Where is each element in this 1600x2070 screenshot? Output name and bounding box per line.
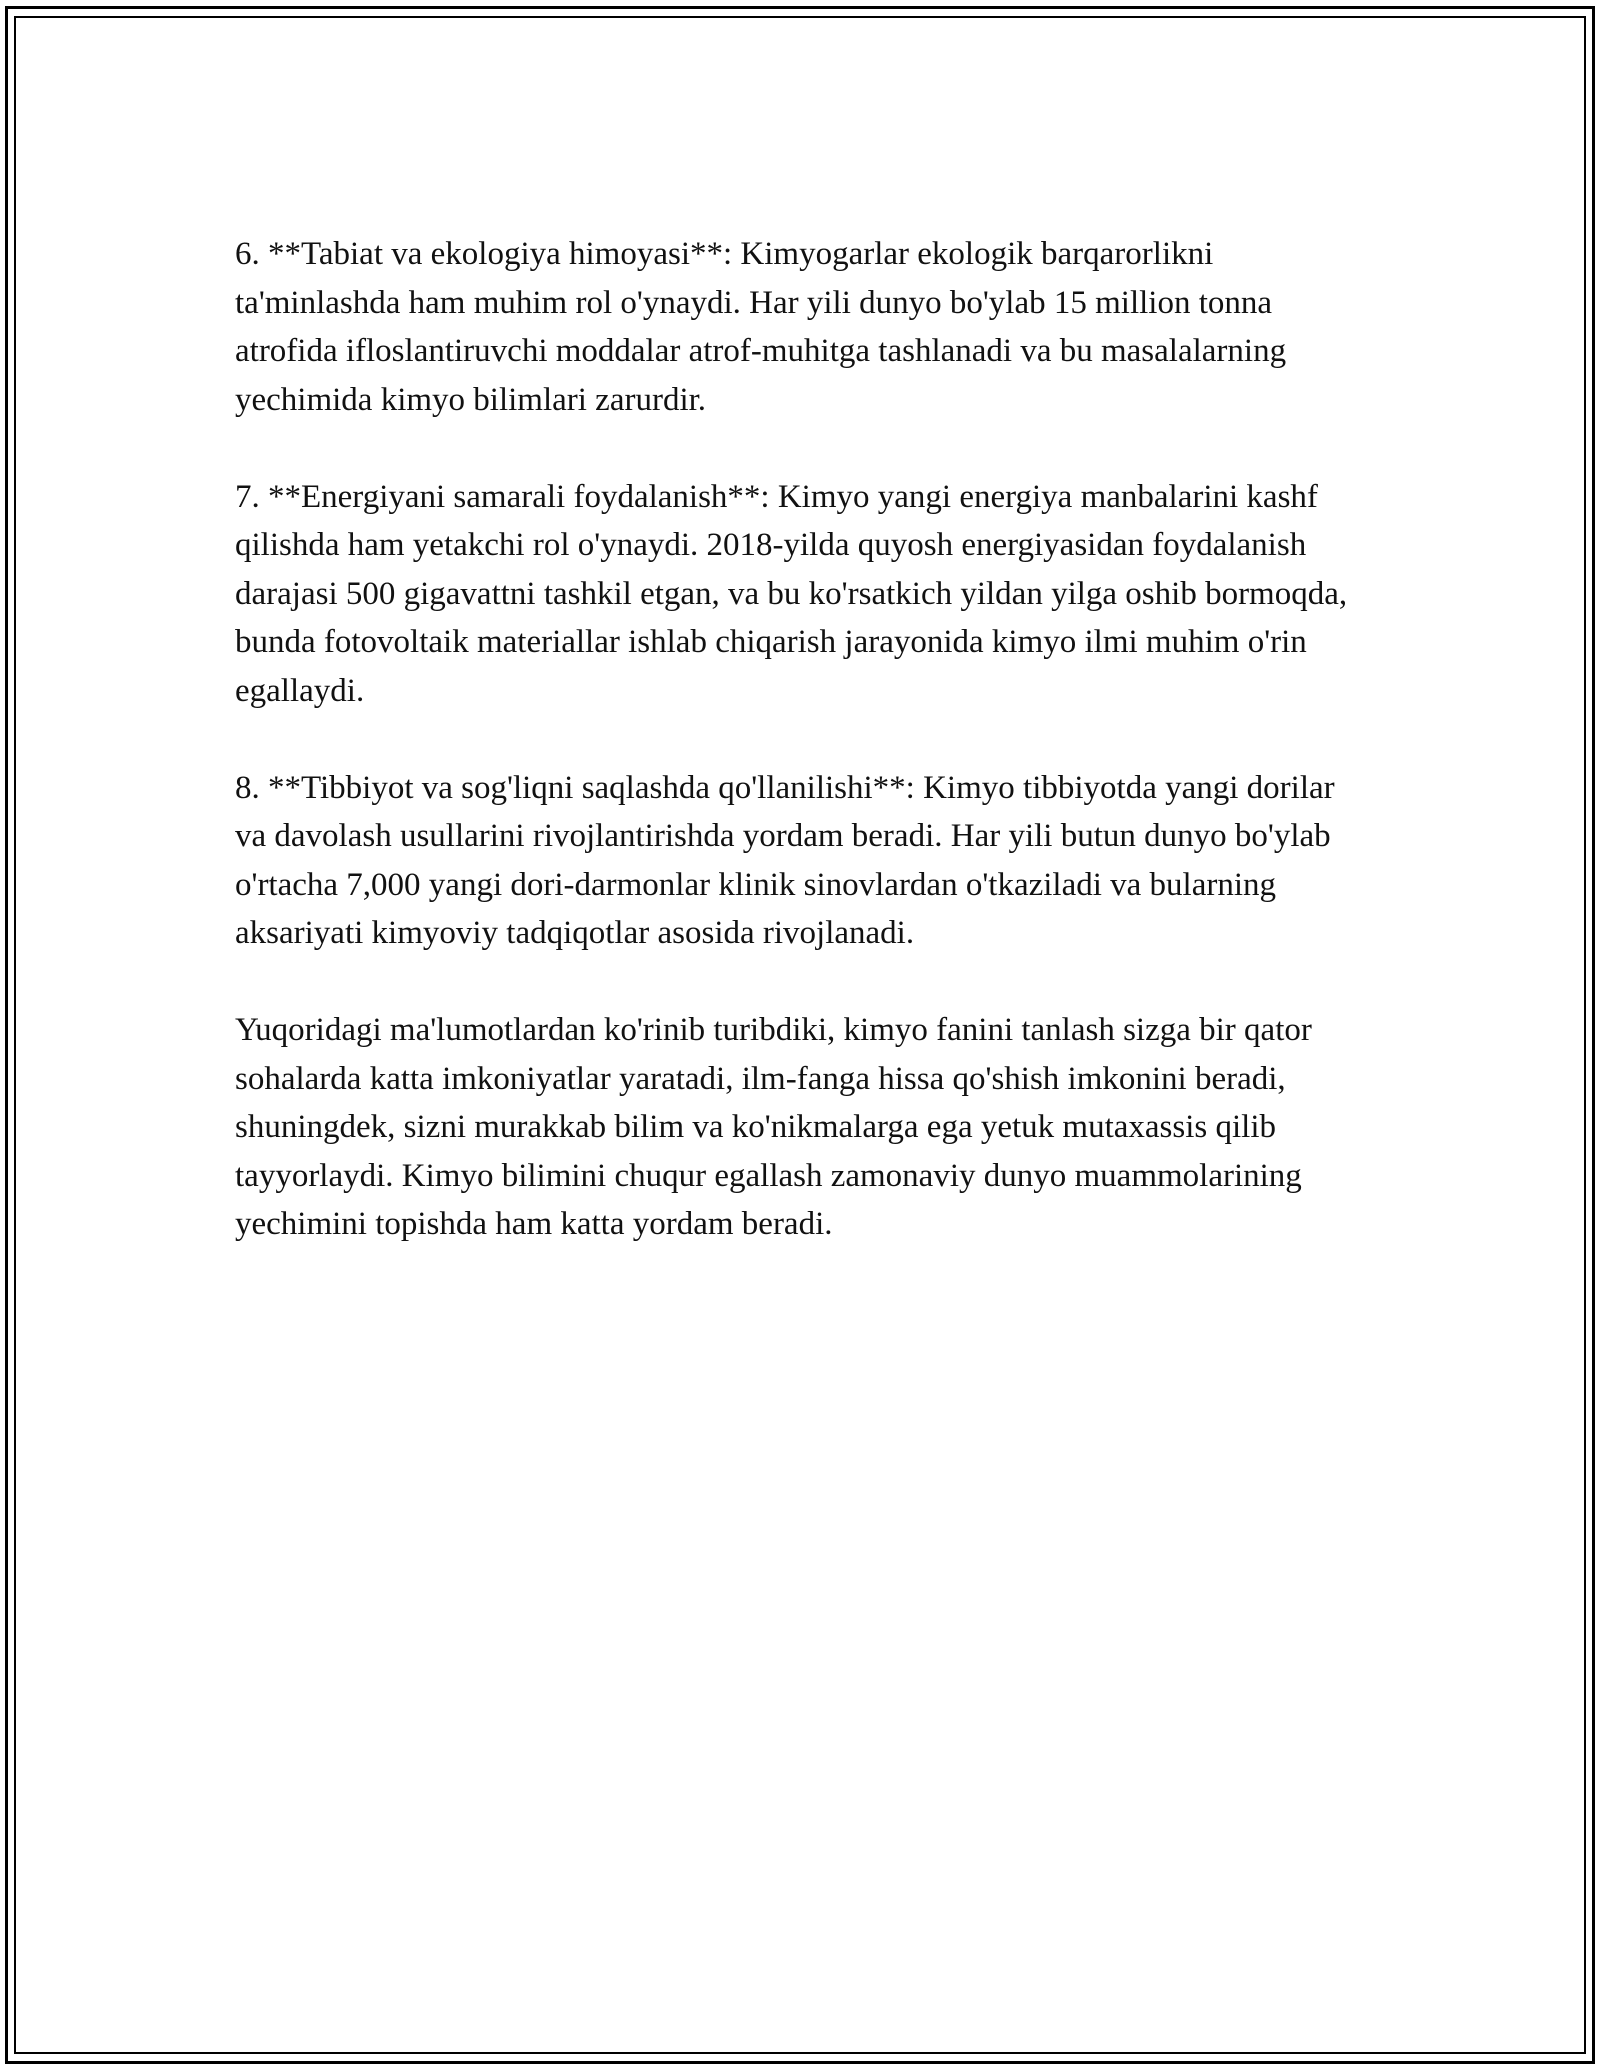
paragraph-tibbiyot: 8. **Tibbiyot va sog'liqni saqlashda qo'llanilishi**: Kimyo tibbiyotda yangi dorilar va davolash usullarini rivojlantirishda yordam beradi. Har yili butun dunyo bo'ylab o'rtacha 7,000 yangi dori-darmonlar klinik sinovlardan o'tkaziladi va bularning aksariyati kimyoviy tadqiqotlar asosida rivojlanadi.	[235, 769, 1335, 951]
paragraph-energiya: 7. **Energiyani samarali foydalanish**: Kimyo yangi energiya manbalarini kashf qilishda ham yetakchi rol o'ynaydi. 2018-yilda quyosh energiyasidan foydalanish darajasi 500 gigavattni tashkil etgan, va bu ko'rsatkich yildan yilga oshib bormoqda, bunda fotovoltaik materiallar ishlab chiqarish jarayonida kimyo ilmi muhim o'rin egallaydi.	[235, 478, 1348, 709]
paragraph-tabiat-ekologiya: 6. **Tabiat va ekologiya himoyasi**: Kimyogarlar ekologik barqarorlikni ta'minlashda ham muhim rol o'ynaydi. Har yili dunyo bo'ylab 15 million tonna atrofida ifloslantiruvchi moddalar atrof-muhitga tashlanadi va bu masalalarning yechimida kimyo bilimlari zarurdir.	[235, 236, 1287, 418]
document-body	[235, 230, 1365, 1297]
paragraph-conclusion: Yuqoridagi ma'lumotlardan ko'rinib turibdiki, kimyo fanini tanlash sizga bir qator sohalarda katta imkoniyatlar yaratadi, ilm-fanga hissa qo'shish imkonini beradi, shuningdek, sizni murakkab bilim va ko'nikmalarga ega yetuk mutaxassis qilib tayyorlaydi. Kimyo bilimini chuqur egallash zamonaviy dunyo muammolarining yechimini topishda ham katta yordam beradi.	[235, 1012, 1312, 1242]
